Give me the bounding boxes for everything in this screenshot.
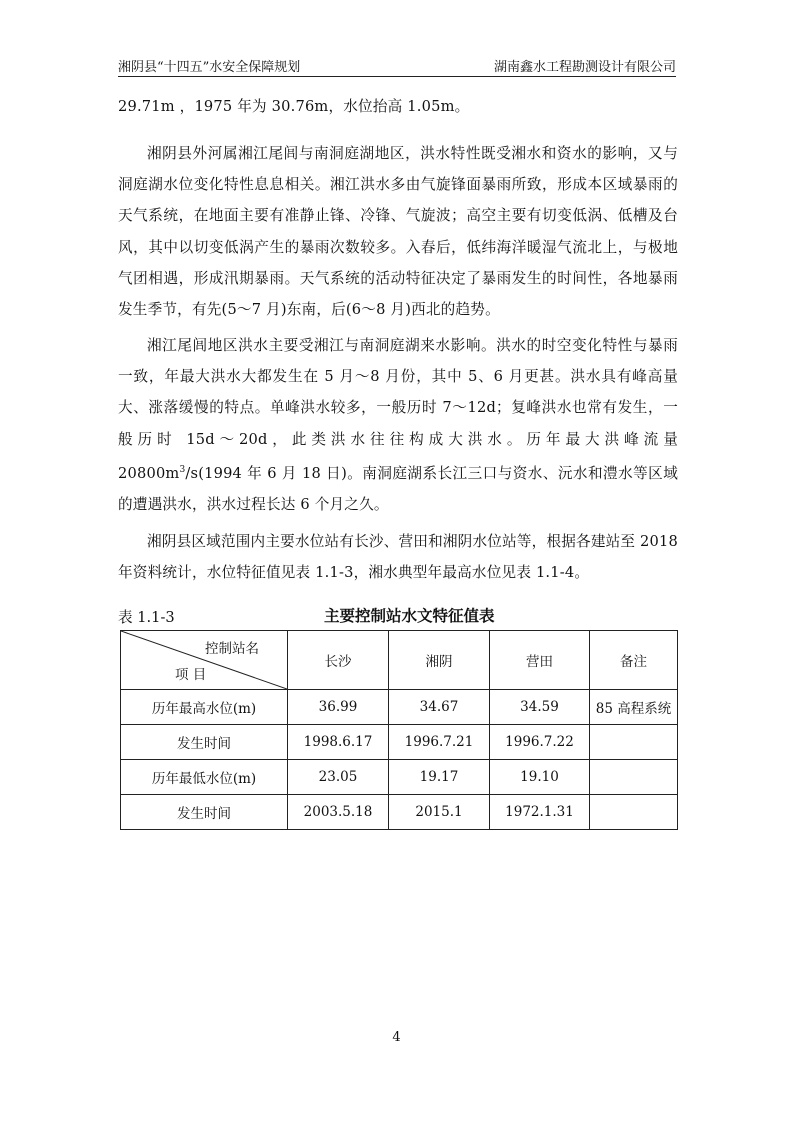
table-header-row bbox=[121, 631, 678, 690]
hydrology-table bbox=[120, 630, 678, 830]
table-title: 主要控制站水文特征值表 bbox=[324, 607, 495, 625]
table-row bbox=[121, 725, 678, 760]
table-cell: 1996.7.22 bbox=[490, 725, 590, 760]
table-cell bbox=[590, 760, 678, 795]
paragraph-flood-timing-part1: 湘江尾闾地区洪水主要受湘江与南洞庭湖来水影响。洪水的时空变化特性与暴雨一致，年最大洪水大都发生在 5 月～8 月份，其中 5、6 月更甚。洪水具有峰高量大、涨落缓慢的特点。单峰洪水较多，一般历时 7～12d；复峰洪水也常有发生，一般历时 15d～20d，此类洪水往往构成大洪水。历年最大洪峰流量 20800m bbox=[118, 337, 678, 482]
table-corner-cell bbox=[121, 631, 288, 690]
column-header: 备注 bbox=[590, 631, 678, 690]
paragraph-flood-timing bbox=[118, 330, 678, 520]
corner-label-station: 控制站名 bbox=[205, 641, 259, 657]
corner-label-item: 项 目 bbox=[175, 667, 207, 683]
table-cell bbox=[590, 795, 678, 830]
table-cell: 2003.5.18 bbox=[288, 795, 389, 830]
table-cell: 85 高程系统 bbox=[590, 690, 678, 725]
row-label: 历年最低水位(m) bbox=[121, 760, 288, 795]
row-label: 发生时间 bbox=[121, 795, 288, 830]
table-cell: 2015.1 bbox=[389, 795, 490, 830]
header-divider bbox=[118, 76, 676, 77]
table-row bbox=[121, 760, 678, 795]
table-cell bbox=[590, 725, 678, 760]
table-cell: 36.99 bbox=[288, 690, 389, 725]
page-header bbox=[118, 54, 676, 76]
row-label: 发生时间 bbox=[121, 725, 288, 760]
header-company-name: 湖南鑫水工程勘测设计有限公司 bbox=[493, 60, 676, 75]
column-header: 湘阴 bbox=[389, 631, 490, 690]
table-cell: 34.59 bbox=[490, 690, 590, 725]
table-cell: 19.17 bbox=[389, 760, 490, 795]
paragraph-flood-characteristics: 湘阴县外河属湘江尾闾与南洞庭湖地区，洪水特性既受湘水和资水的影响，又与洞庭湖水位变化特性息息相关。湘江洪水多由气旋锋面暴雨所致，形成本区域暴雨的天气系统，在地面主要有准静止锋、冷锋、气旋波；高空主要有切变低涡、低槽及台风，其中以切变低涡产生的暴雨次数较多。入春后，低纬海洋暖湿气流北上，与极地气团相遇，形成汛期暴雨。天气系统的活动特征决定了暴雨发生的时间性，各地暴雨发生季节，有先(5～7 月)东南，后(6～8 月)西北的趋势。 bbox=[118, 145, 678, 319]
table-cell: 1996.7.21 bbox=[389, 725, 490, 760]
column-header: 长沙 bbox=[288, 631, 389, 690]
header-document-title: 湘阴县“十四五”水安全保障规划 bbox=[118, 60, 301, 75]
table-row bbox=[121, 690, 678, 725]
column-header: 营田 bbox=[490, 631, 590, 690]
table-cell: 1998.6.17 bbox=[288, 725, 389, 760]
table-cell: 19.10 bbox=[490, 760, 590, 795]
paragraph-continuation: 29.71m ，1975 年为 30.76m，水位抬高 1.05m。 bbox=[118, 98, 470, 115]
table-cell: 1972.1.31 bbox=[490, 795, 590, 830]
table-number: 表 1.1-3 bbox=[118, 609, 175, 626]
page-number: 4 bbox=[392, 1030, 401, 1045]
table-row bbox=[121, 795, 678, 830]
superscript-exponent: 3 bbox=[179, 464, 186, 475]
table-cell: 34.67 bbox=[389, 690, 490, 725]
paragraph-water-stations: 湘阴县区域范围内主要水位站有长沙、营田和湘阴水位站等，根据各建站至 2018 年资料统计，水位特征值见表 1.1-3，湘水典型年最高水位见表 1.1-4。 bbox=[118, 533, 678, 582]
table-cell: 23.05 bbox=[288, 760, 389, 795]
paragraph-flood-timing-part2: /s(1994 年 6 月 18 日)。南洞庭湖系长江三口与资水、沅水和澧水等区域的遭遇洪水，洪水过程长达 6 个月之久。 bbox=[118, 464, 678, 513]
row-label: 历年最高水位(m) bbox=[121, 690, 288, 725]
